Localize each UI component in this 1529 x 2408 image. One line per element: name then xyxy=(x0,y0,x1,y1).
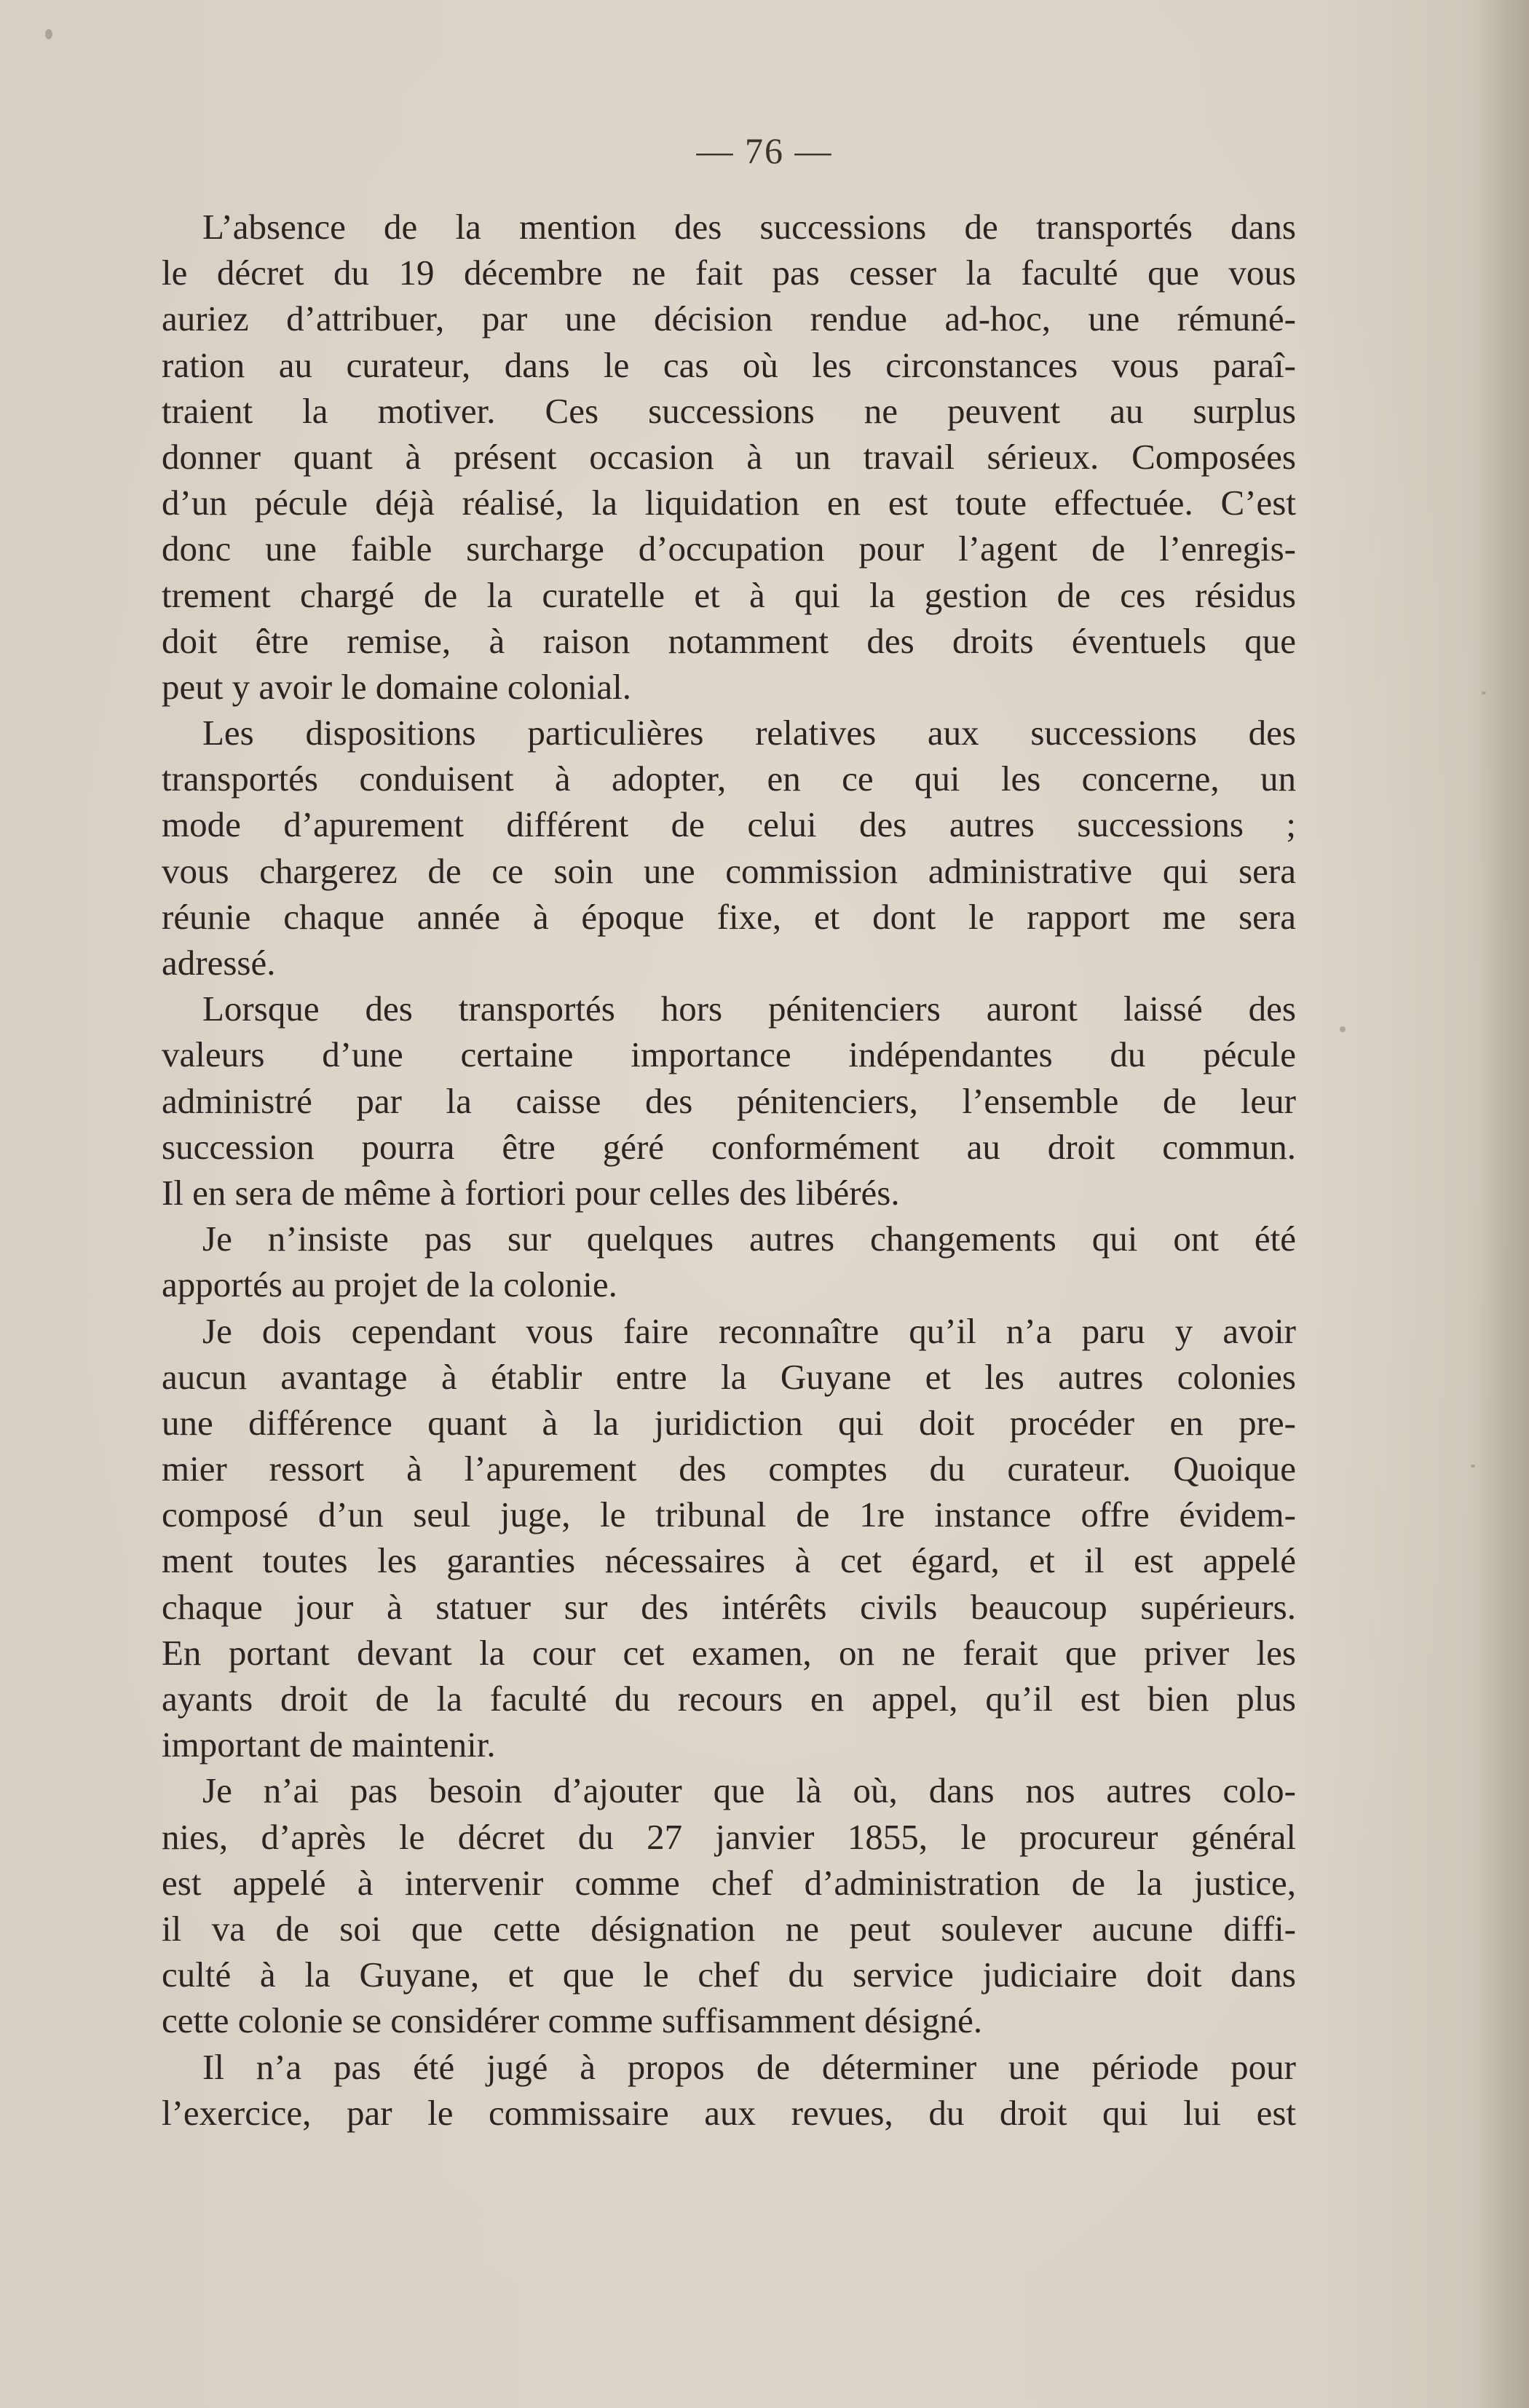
text-line: l’exercice, par le commissaire aux revues, du droit qui lui est xyxy=(162,2092,1296,2133)
page-number: — 76 — xyxy=(696,130,833,171)
text-line: traient la motiver. Ces successions ne peuvent au surplus xyxy=(162,390,1296,431)
text-line: succession pourra être géré conformément au droit commun. xyxy=(162,1126,1296,1167)
text-line: ration au curateur, dans le cas où les circonstances vous paraî- xyxy=(162,344,1296,385)
text-line: une différence quant à la juridiction qui doit procéder en pre- xyxy=(162,1402,1296,1443)
text-line: trement chargé de la curatelle et à qui la gestion de ces résidus xyxy=(162,574,1296,615)
text-line: En portant devant la cour cet examen, on ne ferait que priver les xyxy=(162,1632,1296,1673)
text-line: L’absence de la mention des successions de transportés dans xyxy=(202,207,1296,247)
text-line: composé d’un seul juge, le tribunal de 1re instance offre évidem- xyxy=(162,1494,1296,1535)
text-line: auriez d’attribuer, par une décision rendue ad-hoc, une rémuné- xyxy=(162,298,1296,339)
text-line: chaque jour à statuer sur des intérêts civils beaucoup supérieurs. xyxy=(162,1586,1296,1627)
text-line: culté à la Guyane, et que le chef du service judiciaire doit dans xyxy=(162,1954,1296,1995)
paper-speck xyxy=(45,29,52,39)
text-line: peut y avoir le domaine colonial. xyxy=(162,666,631,707)
paper-speck xyxy=(1340,1026,1346,1032)
text-line: Je n’insiste pas sur quelques autres changements qui ont été xyxy=(202,1219,1296,1259)
text-line: aucun avantage à établir entre la Guyane et les autres colonies xyxy=(162,1356,1296,1397)
text-line: cette colonie se considérer comme suffisamment désigné. xyxy=(162,2000,983,2041)
text-line: ment toutes les garanties nécessaires à cet égard, et il est appelé xyxy=(162,1540,1296,1581)
text-line: donner quant à présent occasion à un travail sérieux. Composées xyxy=(162,436,1296,477)
text-line: Lorsque des transportés hors pénitenciers auront laissé des xyxy=(202,989,1296,1029)
text-line: le décret du 19 décembre ne fait pas cesser la faculté que vous xyxy=(162,253,1296,293)
text-line: Je dois cependant vous faire reconnaître qu’il n’a paru y avoir xyxy=(202,1310,1296,1351)
text-line: administré par la caisse des pénitenciers, l’ensemble de leur xyxy=(162,1080,1296,1121)
text-line: Les dispositions particulières relatives aux successions des xyxy=(202,713,1296,753)
text-line: est appelé à intervenir comme chef d’administration de la justice, xyxy=(162,1862,1296,1903)
text-line: d’un pécule déjà réalisé, la liquidation en est toute effectuée. C’est xyxy=(162,483,1296,523)
paper-speck xyxy=(1471,1465,1475,1468)
text-line: mier ressort à l’apurement des comptes du curateur. Quoique xyxy=(162,1449,1296,1489)
page-edge-shadow xyxy=(1478,0,1529,2408)
text-line: donc une faible surcharge d’occupation pour l’agent de l’enregis- xyxy=(162,528,1296,569)
text-line: Il en sera de même à fortiori pour celles des libérés. xyxy=(162,1172,900,1213)
body-text xyxy=(162,204,1296,2136)
text-line: important de maintenir. xyxy=(162,1724,496,1765)
text-line: nies, d’après le décret du 27 janvier 1855, le procureur général xyxy=(162,1816,1296,1857)
text-line: ayants droit de la faculté du recours en appel, qu’il est bien plus xyxy=(162,1679,1296,1719)
text-line: adressé. xyxy=(162,943,276,983)
text-line: valeurs d’une certaine importance indépendantes du pécule xyxy=(162,1034,1296,1075)
text-line: transportés conduisent à adopter, en ce qui les concerne, un xyxy=(162,759,1296,799)
text-line: doit être remise, à raison notamment des droits éventuels que xyxy=(162,620,1296,661)
text-line: mode d’apurement différent de celui des autres successions ; xyxy=(162,804,1296,845)
text-line: il va de soi que cette désignation ne peut soulever aucune diffi- xyxy=(162,1908,1296,1949)
paper-speck xyxy=(1482,692,1486,694)
text-line: Je n’ai pas besoin d’ajouter que là où, dans nos autres colo- xyxy=(202,1770,1296,1811)
text-line: apportés au projet de la colonie. xyxy=(162,1264,617,1305)
text-line: Il n’a pas été jugé à propos de déterminer une période pour xyxy=(202,2046,1296,2087)
text-line: vous chargerez de ce soin une commission administrative qui sera xyxy=(162,850,1296,891)
text-line: réunie chaque année à époque fixe, et dont le rapport me sera xyxy=(162,896,1296,937)
